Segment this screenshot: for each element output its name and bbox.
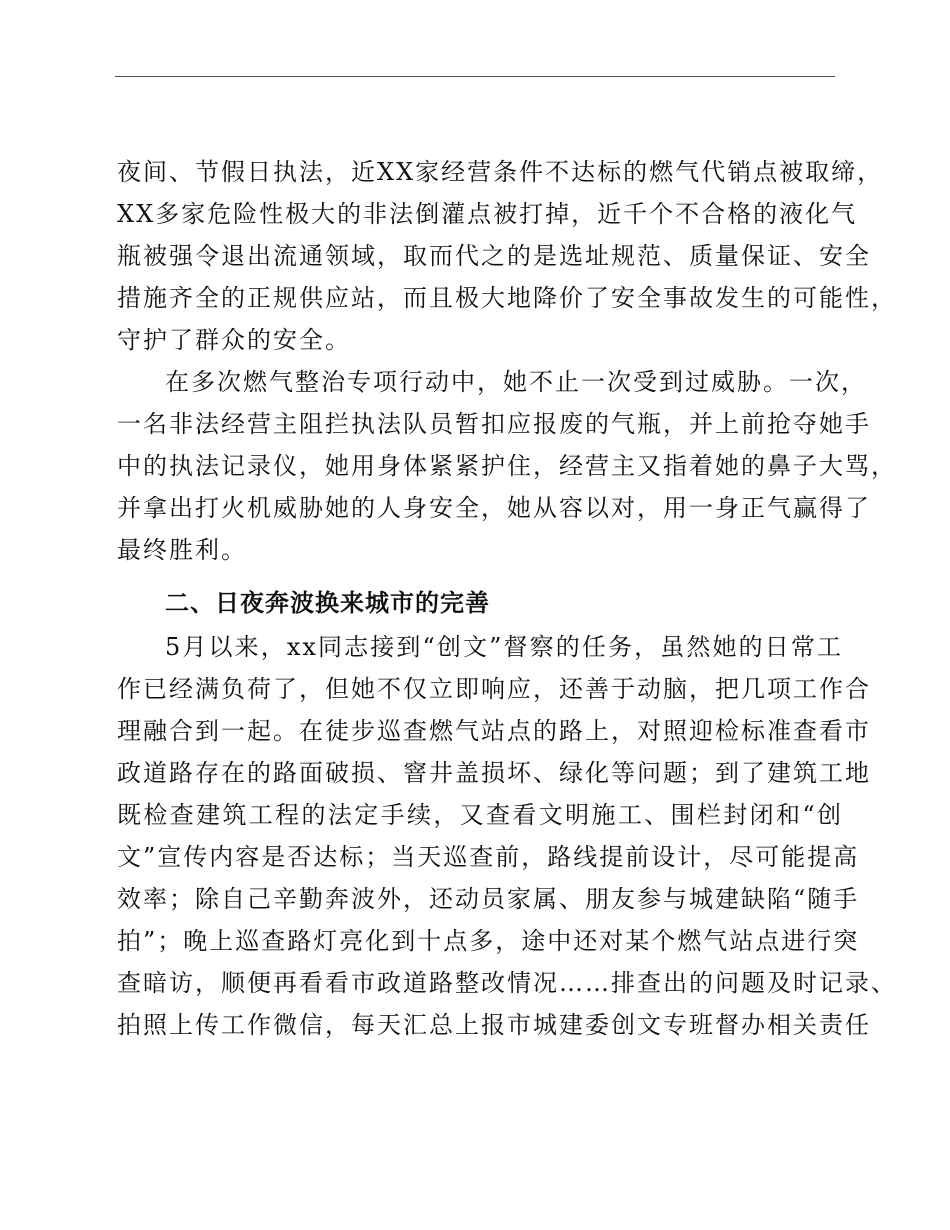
- section-heading: 二、日夜奔波换来城市的完善: [165, 589, 490, 617]
- paragraph-line: 5月以来，xx同志接到“创文”督察的任务，虽然她的日常工: [165, 633, 843, 661]
- paragraph-line: 瓶被强令退出流通领域，取而代之的是选址规范、质量保证、安全: [117, 242, 871, 270]
- paragraph-line: 夜间、节假日执法，近XX家经营条件不达标的燃气代销点被取缔，: [117, 158, 884, 186]
- paragraph-line: 拍照上传工作微信，每天汇总上报市城建委创文专班督办相关责任: [117, 1011, 871, 1039]
- paragraph-line: 政道路存在的路面破损、窨井盖损坏、绿化等问题；到了建筑工地: [117, 759, 871, 787]
- paragraph-line: 查暗访，顺便再看看市政道路整改情况……排查出的问题及时记录、: [117, 969, 897, 997]
- header-rule: [115, 76, 835, 77]
- paragraph-line: 守护了群众的安全。: [117, 326, 351, 354]
- paragraph-line: 既检查建筑工程的法定手续，又查看文明施工、围栏封闭和“创: [117, 801, 843, 829]
- paragraph-line: 作已经满负荷了，但她不仅立即响应，还善于动脑，把几项工作合: [117, 675, 871, 703]
- paragraph-line: 理融合到一起。在徒步巡查燃气站点的路上，对照迎检标准查看市: [117, 717, 871, 745]
- paragraph-line: XX多家危险性极大的非法倒灌点被打掉，近千个不合格的液化气: [117, 200, 858, 228]
- paragraph-line: 并拿出打火机威胁她的人身安全，她从容以对，用一身正气赢得了: [117, 494, 871, 522]
- paragraph-line: 中的执法记录仪，她用身体紧紧护住，经营主又指着她的鼻子大骂，: [117, 452, 897, 480]
- paragraph-line: 最终胜利。: [117, 536, 247, 564]
- paragraph-line: 措施齐全的正规供应站，而且极大地降价了安全事故发生的可能性，: [117, 284, 897, 312]
- paragraph-line: 一名非法经营主阻拦执法队员暂扣应报废的气瓶，并上前抢夺她手: [117, 410, 871, 438]
- paragraph-line: 拍”；晚上巡查路灯亮化到十点多，途中还对某个燃气站点进行突: [117, 927, 860, 955]
- paragraph-line: 文”宣传内容是否达标；当天巡查前，路线提前设计，尽可能提高: [117, 843, 860, 871]
- paragraph-line: 效率；除自己辛勤奔波外，还动员家属、朋友参与城建缺陷“随手: [117, 885, 860, 913]
- paragraph-line: 在多次燃气整治专项行动中，她不止一次受到过威胁。一次，: [165, 368, 867, 396]
